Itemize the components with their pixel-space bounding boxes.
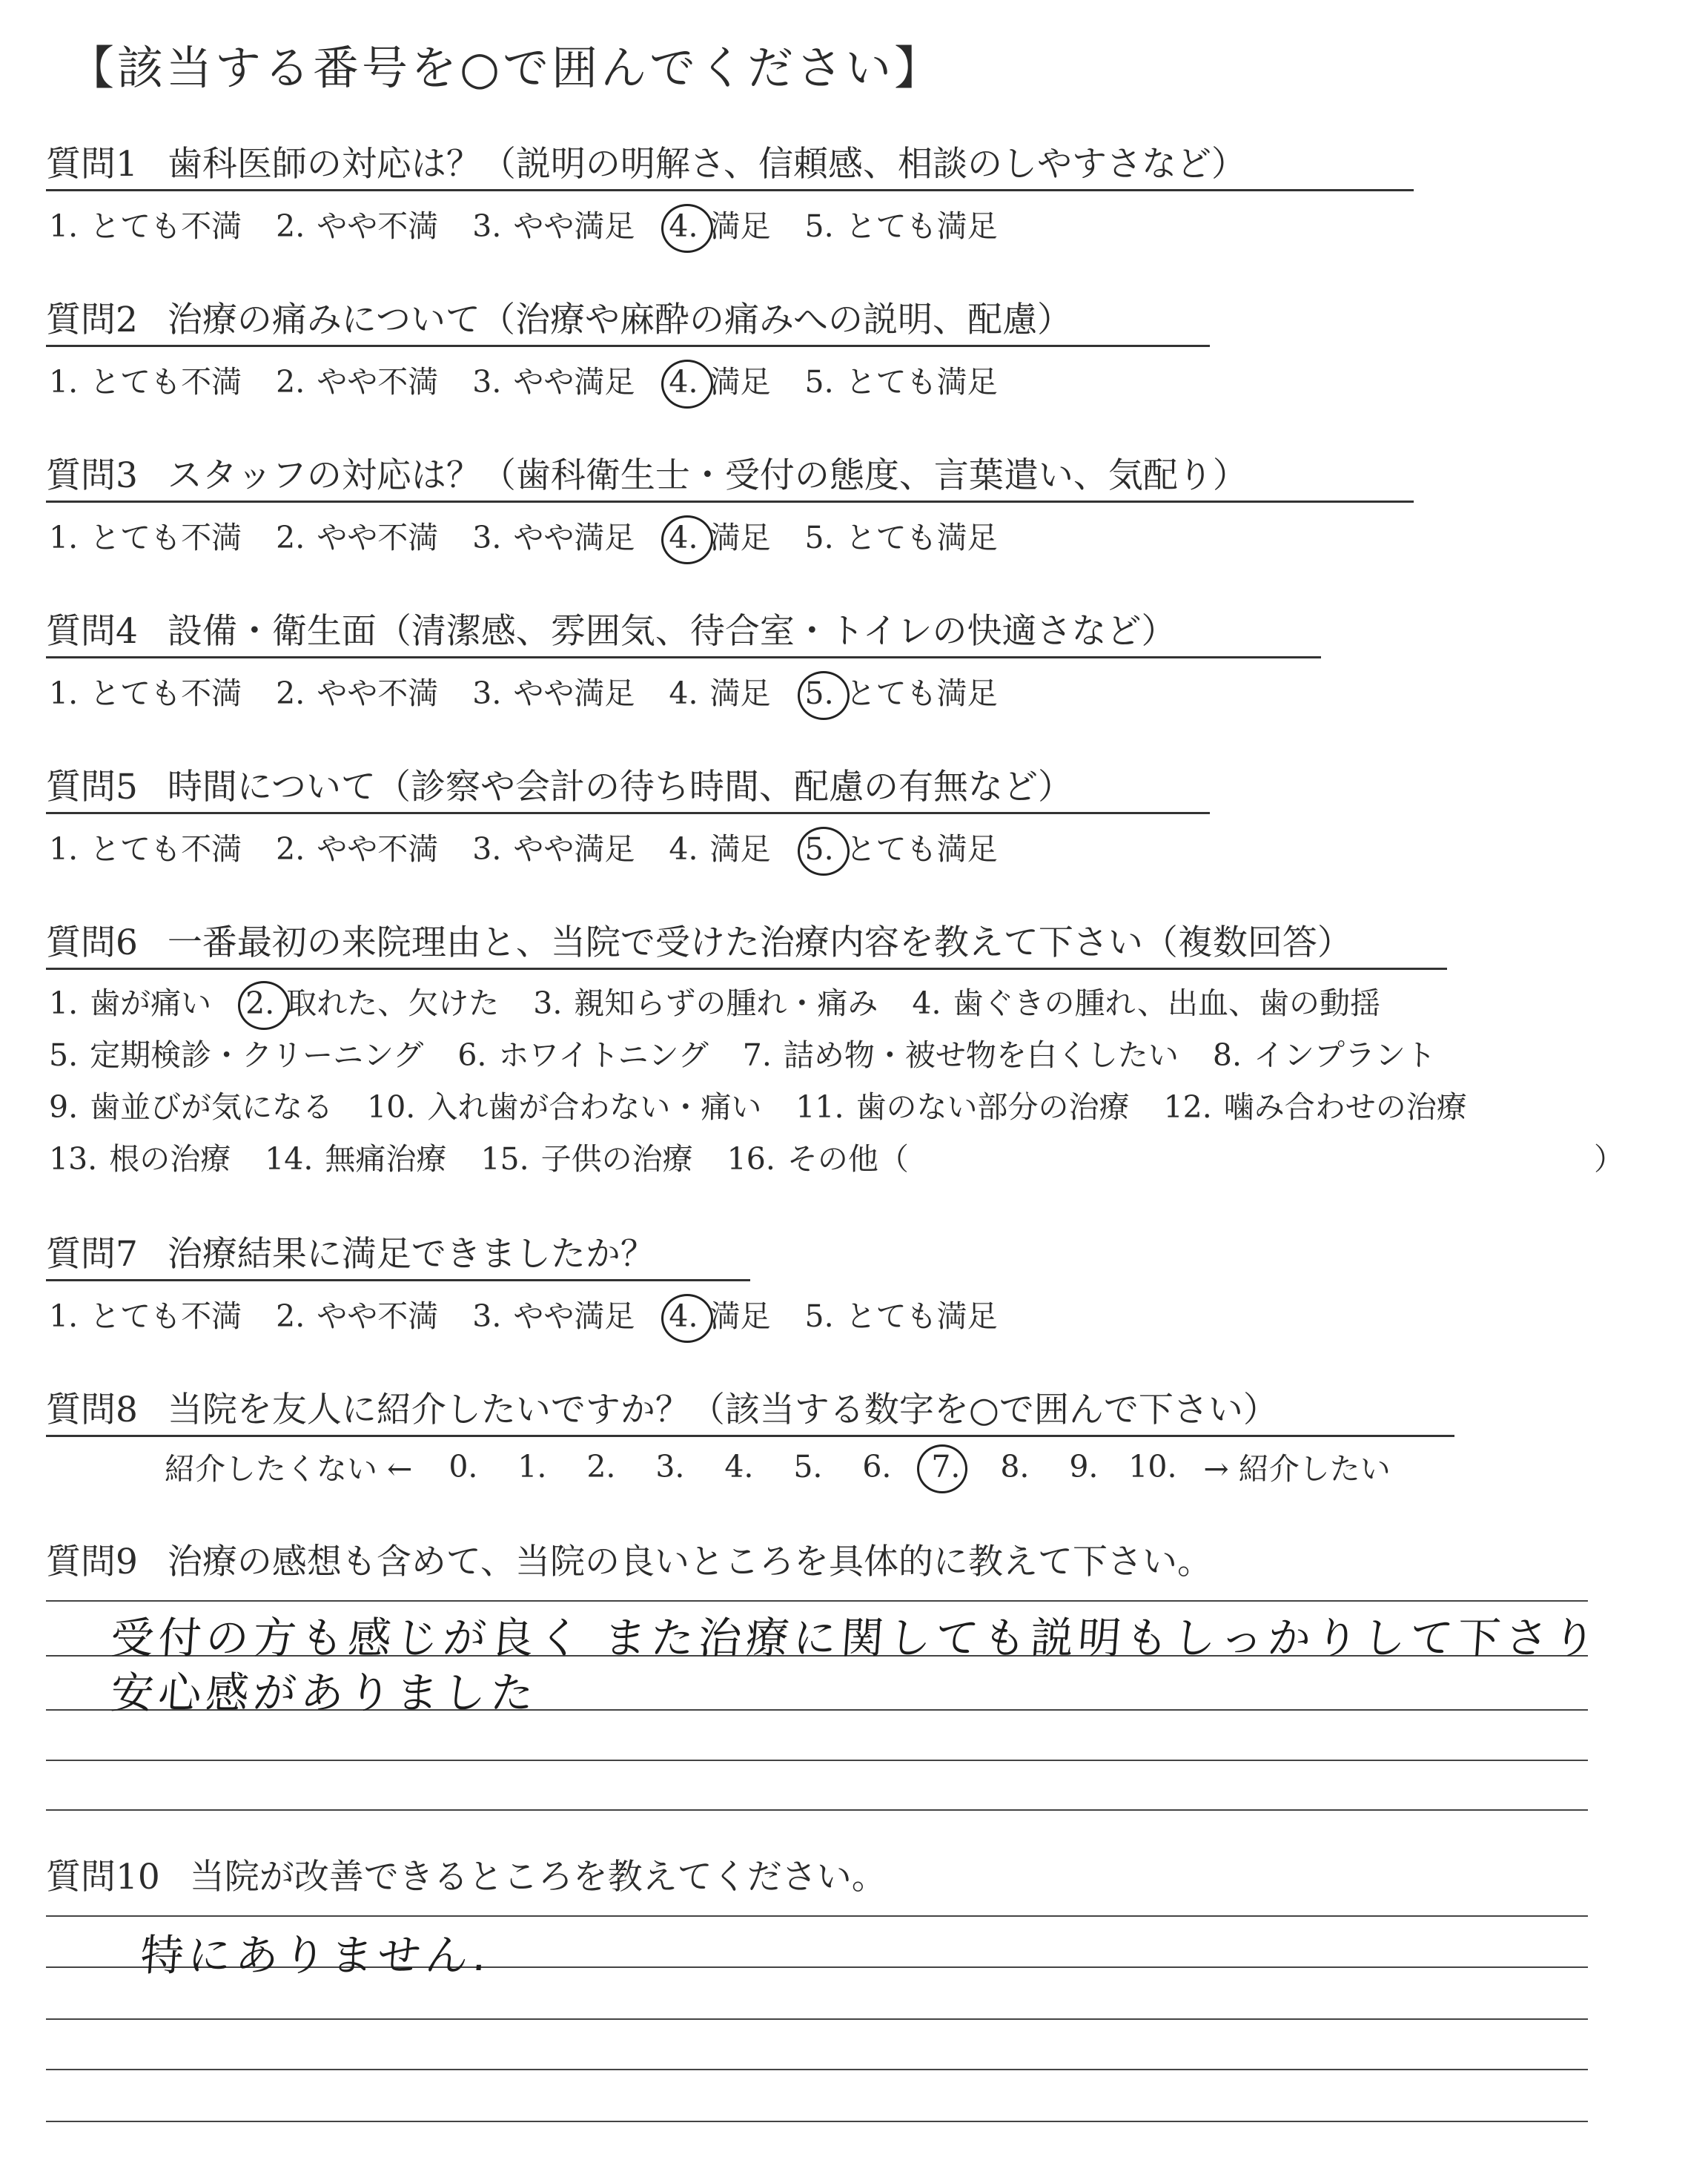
question-6-options-row-2	[49, 1031, 1470, 1074]
option-label: 満足	[709, 520, 771, 555]
scale-point-7-circled[interactable]: 7.	[911, 1449, 980, 1484]
option-label: とても満足	[845, 831, 998, 867]
reason-option-4[interactable]	[912, 979, 1380, 1023]
option-number: 3.	[472, 364, 502, 400]
option-3[interactable]	[472, 669, 635, 713]
option-label: とても満足	[845, 676, 998, 711]
option-number: 3.	[533, 985, 563, 1021]
option-label: 噛み合わせの治療	[1223, 1089, 1467, 1125]
scale-point-4[interactable]: 4.	[724, 1448, 754, 1484]
answer-line	[46, 2069, 1588, 2070]
question-text: 歯科医師の対応は？（説明の明解さ、信頼感、相談のしやすさなど）	[167, 144, 1247, 185]
question-6-options-row-1	[49, 979, 1414, 1023]
option-1[interactable]	[49, 825, 242, 868]
question-number: 質問6	[46, 922, 138, 963]
question-1-heading	[46, 145, 1246, 185]
reason-option-12[interactable]	[1164, 1083, 1467, 1126]
option-2[interactable]	[276, 1292, 438, 1335]
option-label: やや満足	[513, 831, 635, 867]
question-text: 一番最初の来院理由と、当院で受けた治療内容を教えて下さい（複数回答）	[167, 922, 1352, 963]
option-label: やや不満	[317, 364, 439, 400]
question-3-heading	[46, 456, 1248, 496]
option-label: とても満足	[845, 208, 998, 244]
option-number: 5.	[804, 676, 834, 711]
option-label: やや不満	[317, 831, 439, 867]
option-label: やや不満	[317, 676, 439, 711]
reason-option-10[interactable]	[367, 1083, 761, 1126]
option-number: 1.	[49, 676, 79, 711]
answer-line	[46, 1600, 1588, 1602]
question-10-heading	[46, 1857, 887, 1898]
reason-option-9[interactable]	[49, 1083, 333, 1126]
option-label: とても不満	[90, 208, 242, 244]
option-number: 5.	[804, 208, 834, 244]
option-number: 1.	[49, 520, 79, 555]
scale-point-10[interactable]: 10.	[1128, 1448, 1177, 1484]
question-4-underline	[46, 656, 1321, 658]
option-5[interactable]	[805, 357, 998, 401]
option-5[interactable]	[805, 513, 998, 557]
option-label: 満足	[709, 831, 771, 867]
other-close-paren: ）	[1594, 1141, 1624, 1177]
question-5-options	[49, 825, 1032, 868]
reason-option-3[interactable]	[533, 979, 878, 1023]
scale-point-6[interactable]: 6.	[862, 1448, 892, 1484]
option-label: 取れた、欠けた	[286, 985, 500, 1021]
option-number: 7.	[742, 1037, 772, 1073]
option-2[interactable]	[276, 202, 438, 245]
option-number: 1.	[49, 831, 79, 867]
option-label: 歯のない部分の治療	[855, 1089, 1130, 1125]
option-label: やや不満	[317, 208, 439, 244]
option-number: 2.	[276, 1298, 305, 1334]
option-number: 14.	[265, 1141, 314, 1177]
option-number: 5.	[804, 364, 834, 400]
option-label: 歯ぐきの腫れ、出血、歯の動揺	[953, 985, 1380, 1021]
option-label: とても不満	[90, 831, 242, 867]
handwritten-answer-10: 特にありません.	[139, 1930, 493, 1981]
question-2-options	[49, 357, 1032, 401]
option-label: とても不満	[90, 676, 242, 711]
question-text: 設備・衛生面（清潔感、雰囲気、待合室・トイレの快適さなど）	[167, 611, 1176, 652]
option-number: 3.	[472, 831, 502, 867]
question-6-underline	[46, 968, 1447, 970]
option-label: 入れ歯が合わない・痛い	[427, 1089, 762, 1125]
option-1[interactable]	[49, 202, 242, 245]
option-number: 1.	[49, 985, 79, 1021]
reason-option-11[interactable]	[795, 1083, 1129, 1126]
option-number: 2.	[276, 520, 305, 555]
option-number: 4.	[669, 520, 698, 555]
option-label: 歯が痛い	[90, 985, 212, 1021]
option-label: 満足	[709, 208, 771, 244]
scale-point-2[interactable]: 2.	[586, 1448, 616, 1484]
option-number: 9.	[49, 1089, 79, 1125]
question-6-heading	[46, 923, 1352, 963]
option-label: インプラント	[1254, 1037, 1436, 1073]
question-5-heading	[46, 767, 1073, 807]
question-text: スタッフの対応は？（歯科衛生士・受付の態度、言葉遣い、気配り）	[167, 455, 1248, 496]
reason-option-13[interactable]	[49, 1135, 231, 1178]
option-label: とても不満	[90, 520, 242, 555]
question-number: 質問5	[46, 767, 138, 807]
question-number: 質問7	[46, 1234, 138, 1275]
reason-option-2-circled[interactable]	[245, 979, 499, 1023]
page-title: 【該当する番号を○で囲んでください】	[68, 41, 944, 95]
question-number: 質問2	[46, 300, 138, 340]
option-3[interactable]	[472, 825, 635, 868]
question-text: 当院が改善できるところを教えてください。	[189, 1857, 887, 1898]
question-2-heading	[46, 300, 1072, 340]
question-number: 質問10	[46, 1857, 160, 1898]
question-7-options	[49, 1292, 1032, 1335]
option-number: 4.	[669, 676, 698, 711]
option-number: 1.	[49, 1298, 79, 1334]
scale-left-label: 紹介したくない ←	[165, 1451, 413, 1487]
option-label: とても満足	[845, 1298, 998, 1334]
option-number: 16.	[726, 1141, 775, 1177]
question-5-underline	[46, 812, 1210, 814]
question-6-options-row-4	[49, 1135, 943, 1178]
option-1[interactable]	[49, 1292, 242, 1335]
reason-option-14[interactable]	[265, 1135, 446, 1178]
option-number: 4.	[669, 364, 698, 400]
scale-points	[428, 1449, 1187, 1484]
option-4-circled[interactable]	[669, 513, 770, 557]
question-4-options	[49, 669, 1032, 713]
option-number: 5.	[804, 520, 834, 555]
handwritten-answer-9-line-2: 安心感がありました	[109, 1668, 540, 1718]
option-number: 10.	[367, 1089, 416, 1125]
scale-point-0[interactable]: 0.	[448, 1448, 478, 1484]
question-text: 治療結果に満足できましたか？	[167, 1234, 655, 1275]
option-number: 2.	[276, 676, 305, 711]
reason-option-1[interactable]	[49, 979, 211, 1023]
reason-option-15[interactable]	[480, 1135, 692, 1178]
option-number: 5.	[804, 831, 834, 867]
option-4-circled[interactable]	[669, 1292, 770, 1335]
reason-option-16[interactable]	[727, 1135, 909, 1178]
option-number: 4.	[669, 208, 698, 244]
option-label: とても満足	[845, 364, 998, 400]
option-4-circled[interactable]	[669, 357, 770, 401]
option-label: やや満足	[513, 208, 635, 244]
answer-line	[46, 2018, 1588, 2020]
question-number: 質問4	[46, 611, 138, 652]
option-3[interactable]	[472, 1292, 635, 1335]
scale-point-5[interactable]: 5.	[793, 1448, 823, 1484]
option-number: 3.	[472, 676, 502, 711]
option-number: 6.	[457, 1037, 487, 1073]
option-label: やや満足	[513, 1298, 635, 1334]
option-label: 無痛治療	[325, 1141, 447, 1177]
question-4-heading	[46, 612, 1176, 652]
option-label: やや不満	[317, 1298, 439, 1334]
option-number: 4.	[912, 985, 941, 1021]
option-number: 12.	[1163, 1089, 1212, 1125]
option-number: 15.	[480, 1141, 529, 1177]
answer-line	[46, 2121, 1588, 2122]
option-number: 13.	[49, 1141, 98, 1177]
option-2[interactable]	[276, 669, 438, 713]
option-label: 根の治療	[109, 1141, 231, 1177]
recommend-scale	[148, 1444, 1407, 1488]
option-5-circled[interactable]	[805, 669, 998, 713]
option-2[interactable]	[276, 825, 438, 868]
reason-option-5[interactable]	[49, 1031, 423, 1074]
option-number: 4.	[669, 1298, 698, 1334]
question-text: 時間について（診察や会計の待ち時間、配慮の有無など）	[167, 767, 1073, 807]
question-number: 質問1	[46, 144, 138, 185]
option-label: ホワイトニング	[498, 1037, 709, 1073]
question-number: 質問3	[46, 455, 138, 496]
option-label: やや不満	[317, 520, 439, 555]
scale-point-8[interactable]: 8.	[1000, 1448, 1030, 1484]
option-number: 3.	[472, 208, 502, 244]
option-label: その他（	[787, 1141, 909, 1177]
option-label: やや満足	[513, 364, 635, 400]
option-1[interactable]	[49, 669, 242, 713]
question-8-underline	[46, 1435, 1454, 1437]
question-2-underline	[46, 345, 1210, 347]
option-4[interactable]	[669, 669, 770, 713]
option-4-circled[interactable]	[669, 202, 770, 245]
option-label: 満足	[709, 364, 771, 400]
question-6-options-row-3	[49, 1083, 1501, 1126]
question-9-heading	[46, 1542, 1212, 1582]
option-number: 1.	[49, 208, 79, 244]
question-3-options	[49, 513, 1032, 557]
option-label: 詰め物・被せ物を白くしたい	[783, 1037, 1179, 1073]
option-label: 子供の治療	[540, 1141, 693, 1177]
question-text: 治療の感想も含めて、当院の良いところを具体的に教えて下さい。	[167, 1542, 1212, 1582]
option-number: 3.	[472, 1298, 502, 1334]
handwritten-answer-9-line-1: 受付の方も感じが良く また治療に関しても説明もしっかりして下さり	[109, 1613, 1602, 1663]
option-label: とても不満	[90, 364, 242, 400]
answer-line	[46, 1809, 1588, 1811]
option-number: 3.	[472, 520, 502, 555]
option-number: 2.	[276, 208, 305, 244]
option-number: 4.	[669, 831, 698, 867]
option-number: 2.	[276, 364, 305, 400]
option-5[interactable]	[805, 1292, 998, 1335]
option-3[interactable]	[472, 202, 635, 245]
question-7-underline	[46, 1279, 750, 1281]
option-2[interactable]	[276, 513, 438, 557]
answer-line	[46, 1760, 1588, 1761]
option-label: 満足	[709, 1298, 771, 1334]
option-label: 親知らずの腫れ・痛み	[574, 985, 878, 1021]
option-3[interactable]	[472, 357, 635, 401]
option-label: 歯並びが気になる	[90, 1089, 334, 1125]
option-1[interactable]	[49, 357, 242, 401]
question-1-underline	[46, 189, 1414, 191]
question-text: 治療の痛みについて（治療や麻酔の痛みへの説明、配慮）	[167, 300, 1073, 340]
scale-point-3[interactable]: 3.	[655, 1448, 685, 1484]
option-1[interactable]	[49, 513, 242, 557]
reason-option-6[interactable]	[457, 1031, 708, 1074]
question-number: 質問8	[46, 1390, 138, 1430]
question-number: 質問9	[46, 1542, 138, 1582]
reason-option-7[interactable]	[743, 1031, 1179, 1074]
option-label: とても不満	[90, 1298, 242, 1334]
question-3-underline	[46, 501, 1414, 503]
option-5-circled[interactable]	[805, 825, 998, 868]
option-4[interactable]	[669, 825, 770, 868]
answer-line	[46, 1915, 1588, 1917]
option-number: 11.	[795, 1089, 844, 1125]
option-label: 定期検診・クリーニング	[90, 1037, 424, 1073]
option-number: 5.	[49, 1037, 79, 1073]
question-7-heading	[46, 1235, 655, 1275]
question-text: 当院を友人に紹介したいですか？（該当する数字を○で囲んで下さい）	[167, 1390, 1278, 1430]
scale-right-label: → 紹介したい	[1203, 1451, 1391, 1487]
option-label: やや満足	[513, 676, 635, 711]
option-label: とても満足	[845, 520, 998, 555]
option-2[interactable]	[276, 357, 438, 401]
option-number: 8.	[1212, 1037, 1242, 1073]
question-1-options	[49, 202, 1032, 245]
scale-point-9[interactable]: 9.	[1069, 1448, 1099, 1484]
scale-point-1[interactable]: 1.	[517, 1448, 547, 1484]
option-3[interactable]	[472, 513, 635, 557]
option-label: 満足	[709, 676, 771, 711]
option-number: 5.	[804, 1298, 834, 1334]
option-number: 2.	[245, 985, 275, 1021]
option-label: やや満足	[513, 520, 635, 555]
option-number: 2.	[276, 831, 305, 867]
option-number: 1.	[49, 364, 79, 400]
question-8-heading	[46, 1390, 1278, 1430]
reason-option-8[interactable]	[1213, 1031, 1436, 1074]
option-5[interactable]	[805, 202, 998, 245]
